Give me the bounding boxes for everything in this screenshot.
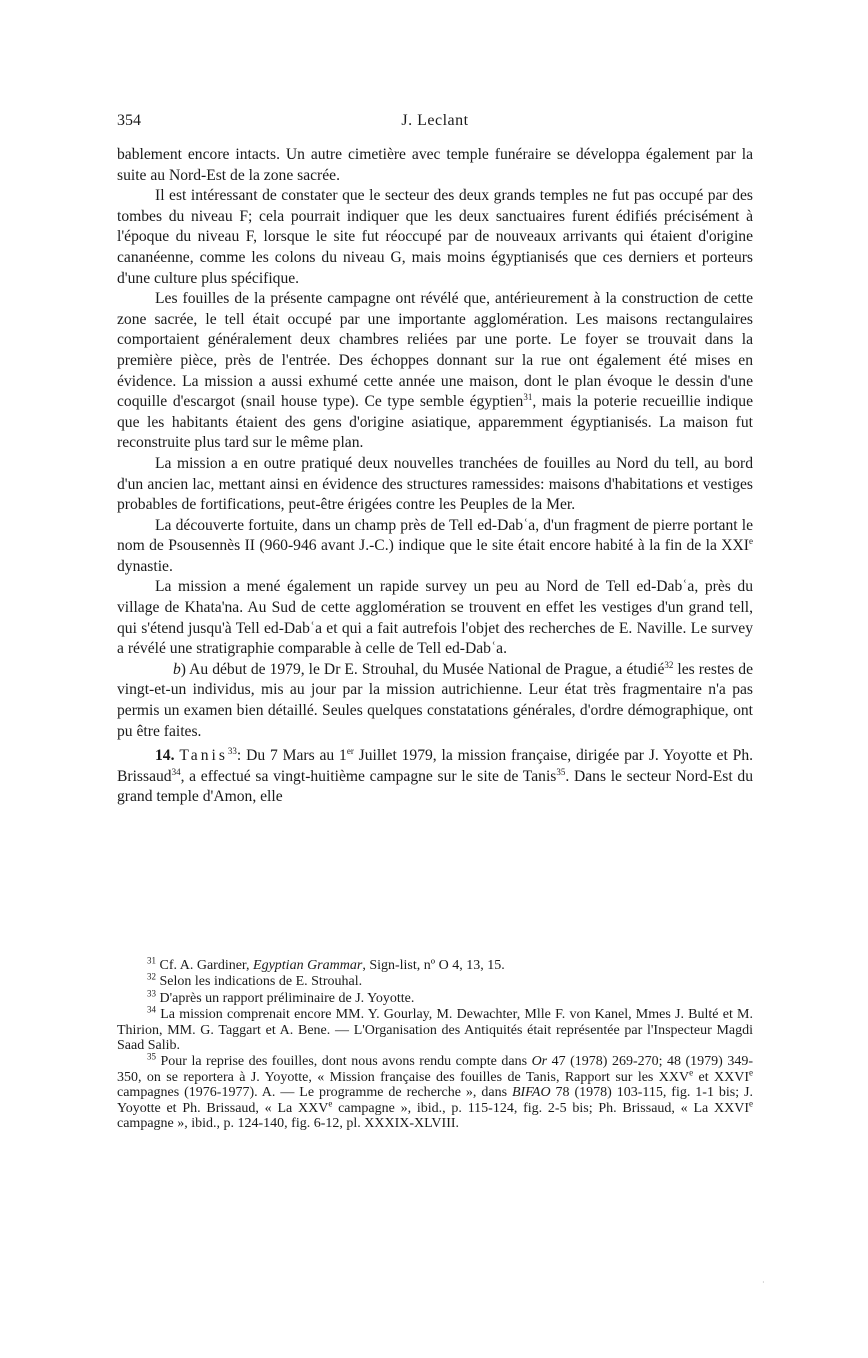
footnote-number: 35 [147, 1051, 156, 1062]
page-header [117, 112, 753, 134]
footnote-text: D'après un rapport préliminaire de J. Yoyotte. [156, 990, 415, 1006]
footnote-ref: 35 [556, 766, 566, 777]
paragraph [117, 289, 753, 454]
footnote-text: 47 (1978) 269-270; 48 (1979) 349-350, on se reportera à J. Yoyotte, « Mission française des fouilles de Tanis, Rapport sur les XXV [117, 1054, 753, 1085]
superscript: e [748, 1067, 753, 1078]
superscript: e [689, 1067, 694, 1078]
footnote-number: 34 [147, 1004, 156, 1015]
paragraph [117, 186, 753, 289]
superscript: e [328, 1098, 333, 1108]
footnote-text: , Sign-list, nº O 4, 13, 15. [362, 958, 505, 973]
main-text [117, 145, 753, 808]
footnote [117, 1051, 753, 1132]
footnote-ref: 32 [664, 659, 674, 670]
footnote-text: campagne », ibid., p. 124-140, fig. 6-12, pl. XXXIX-XLVIII. [117, 1116, 460, 1132]
paragraph-text: les restes de vingt-et-un individus, mis au jour par la mission autrichienne. Leur état très fragmentaire n'a pas permis un examen bien détaillé. Seules quelques constatations générales, d'ordre démographique, ont pu être faites. [117, 660, 753, 740]
paragraph-text: , mais la poterie recueillie indique que les habitants étaient des gens d'origine asiatique, apparemment égyptianisés. La maison fut reconstruite plus tard sur le même plan. [117, 393, 753, 452]
page-number: 354 [117, 112, 141, 129]
paragraph-text: dynastie. [117, 557, 173, 575]
paragraph [117, 145, 753, 186]
footnote-text: Selon les indications de E. Strouhal. [156, 974, 363, 990]
footnote-title: Egyptian Grammar [253, 958, 363, 973]
footnote-text: campagnes (1976-1977). A. — Le programme de recherche », dans [117, 1085, 512, 1101]
footnote-text: et XXVI [693, 1069, 749, 1085]
footnote-text: Cf. A. Gardiner, [156, 958, 254, 973]
paragraph [117, 577, 753, 659]
footnote-ref: 33 [227, 746, 237, 757]
section-title: Tanis [179, 747, 228, 765]
paragraph [117, 454, 753, 516]
paragraph-text: . Dans le secteur Nord-Est du grand temple d'Amon, elle [117, 767, 754, 806]
footnote-ref: 31 [523, 391, 533, 402]
footnote-number: 31 [147, 955, 156, 966]
footnote-number: 32 [147, 971, 156, 982]
footnotes [117, 955, 753, 1132]
paragraph-text: Il est intéressant de constater que le secteur des deux grands temples ne fut pas occupé par des tombes du niveau F; cela pourrait indiquer que les deux sanctuaires furent édifiés précisément à l'époque du niveau F, lorsque le site fut réoccupé par de nouveaux arrivants qui étaient d'origine cananéenne, comme les colons du niveau G, mais moins égyptianisés que ces derniers et porteurs d'une culture plus spécifique. [117, 187, 753, 287]
paragraph-text: Les fouilles de la présente campagne ont révélé que, antérieurement à la construction de cette zone sacrée, le tell était occupé par une importante agglomération. Les maisons rectangulaires comportaient généralement deux chambres reliées par une porte. Le foyer se trouvait dans la première pièce, près de l'entrée. Des échoppes donnant sur la rue ont également été mises en évidence. La mission a aussi exhumé cette année une maison, dont le plan évoque le dessin d'une coquille d'escargot (snail house type). Ce type semble égyptien [117, 290, 753, 411]
paragraph-text: La découverte fortuite, dans un champ près de Tell ed-Dabʿa, d'un fragment de pierre portant le nom de Psousennès II (960-946 avant J.-C.) indique que le site était encore habité à la fin de la XXI [117, 516, 753, 555]
superscript: e [748, 1098, 753, 1108]
paragraph-text: , a effectué sa vingt-huitième campagne sur le site de Tanis [180, 767, 557, 785]
footnote-ref: 34 [171, 766, 181, 777]
superscript: e [749, 536, 753, 547]
paragraph-text: ) Au début de 1979, le Dr E. Strouhal, du Musée National de Prague, a étudié [180, 660, 665, 678]
footnote-text: campagne », ibid., p. 115-124, fig. 2-5 bis; Ph. Brissaud, « La XXVI [332, 1100, 749, 1116]
footnote-text: La mission comprenait encore MM. Y. Gourlay, M. Dewachter, Mlle F. von Kanel, Mmes J. Bulté et M. Thirion, MM. G. Taggart et A. Bene. — L'Organisation des Antiquités était représentée par l'Inspecteur Magdi Saad Salib. [117, 1007, 753, 1054]
paragraph [117, 746, 753, 808]
section-number: 14. [155, 747, 175, 765]
paragraph-text: bablement encore intacts. Un autre cimetière avec temple funéraire se développa également par la suite au Nord-Est de la zone sacrée. [117, 146, 753, 184]
footnote-number: 33 [147, 988, 156, 999]
footnote-title: BIFAO [511, 1085, 551, 1101]
paragraph [117, 516, 753, 578]
footnote-text: 78 (1978) 103-115, fig. 1-1 bis; J. Yoyotte et Ph. Brissaud, « La XXV [117, 1085, 753, 1116]
scan-dot: · [762, 1278, 765, 1287]
paragraph-text: La mission a mené également un rapide survey un peu au Nord de Tell ed-Dabʿa, près du village de Khata'na. Au Sud de cette agglomération se trouvent en effet les vestiges d'un grand tell, qui s'étend jusqu'à Tell ed-Dabʿa et qui a fait autrefois l'objet des recherches de E. Naville. Le survey a révélé une stratigraphie comparable à celle de Tell ed-Dabʿa. [117, 578, 753, 658]
paragraph [117, 660, 753, 742]
footnote [117, 1004, 753, 1054]
list-letter: b [173, 660, 181, 678]
paragraph-text: : Du 7 Mars au 1 [236, 747, 347, 765]
running-head: J. Leclant [401, 112, 469, 129]
footnote-title: Or [531, 1054, 548, 1070]
paragraph-text: La mission a en outre pratiqué deux nouvelles tranchées de fouilles au Nord du tell, au bord d'un ancien lac, mettant ainsi en évidence des structures ramessides: maisons d'habitations et vestiges probables de fortifications, peut-être érigées contre les Peuples de la Mer. [117, 454, 753, 514]
superscript: er [346, 746, 354, 757]
footnote [117, 955, 753, 973]
footnote [117, 988, 753, 1006]
footnote [117, 971, 753, 990]
paragraph-text: Juillet 1979, la mission française, dirigée par J. Yoyotte et Ph. Brissaud [117, 747, 754, 785]
footnote-text: Pour la reprise des fouilles, dont nous avons rendu compte dans [156, 1054, 532, 1070]
